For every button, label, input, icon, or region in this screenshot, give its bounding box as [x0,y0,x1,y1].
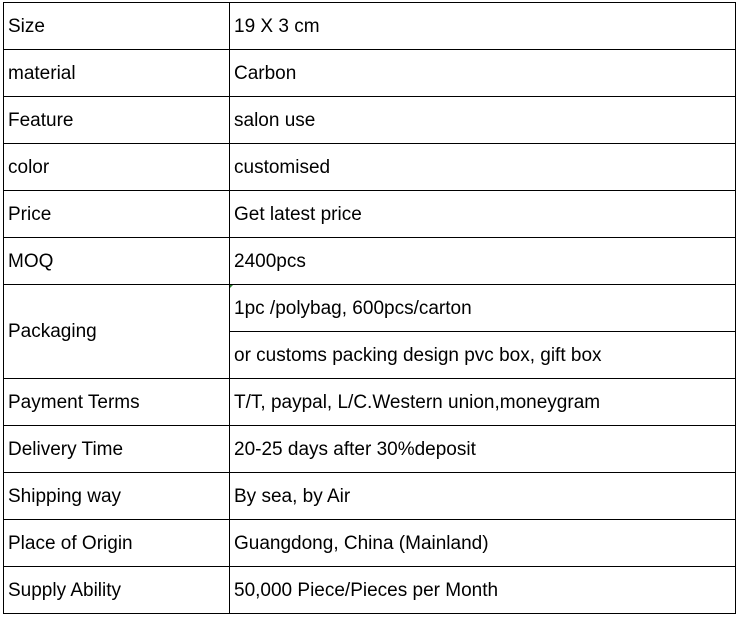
row-label-place-of-origin: Place of Origin [4,520,230,567]
table-row [4,3,736,50]
row-value-size: 19 X 3 cm [230,3,736,50]
row-label-shipping-way: Shipping way [4,473,230,520]
row-label-delivery-time: Delivery Time [4,426,230,473]
table-row [4,473,736,520]
row-label-supply-ability: Supply Ability [4,567,230,614]
row-label-material: material [4,50,230,97]
row-value-payment-terms: T/T, paypal, L/C.Western union,moneygram [230,379,736,426]
table-row [4,144,736,191]
table-row [4,50,736,97]
row-label-size: Size [4,3,230,50]
row-value-supply-ability: 50,000 Piece/Pieces per Month [230,567,736,614]
row-value-feature: salon use [230,97,736,144]
table-row [4,191,736,238]
row-label-payment-terms: Payment Terms [4,379,230,426]
product-spec-table [3,2,736,614]
row-label-packaging: Packaging [4,285,230,379]
row-label-moq: MOQ [4,238,230,285]
table-row [4,520,736,567]
row-label-price: Price [4,191,230,238]
row-value-delivery-time: 20-25 days after 30%deposit [230,426,736,473]
row-value-material: Carbon [230,50,736,97]
row-label-color: color [4,144,230,191]
row-value-moq: 2400pcs [230,238,736,285]
row-value-price: Get latest price [230,191,736,238]
table-row [4,426,736,473]
table-row [4,285,736,332]
row-value-packaging-1: 1pc /polybag, 600pcs/carton [230,285,736,332]
table-row [4,238,736,285]
row-value-place-of-origin: Guangdong, China (Mainland) [230,520,736,567]
row-value-color: customised [230,144,736,191]
table-row [4,379,736,426]
table-row [4,567,736,614]
row-label-feature: Feature [4,97,230,144]
row-value-packaging-2: or customs packing design pvc box, gift box [230,332,736,379]
table-row [4,97,736,144]
row-value-shipping-way: By sea, by Air [230,473,736,520]
